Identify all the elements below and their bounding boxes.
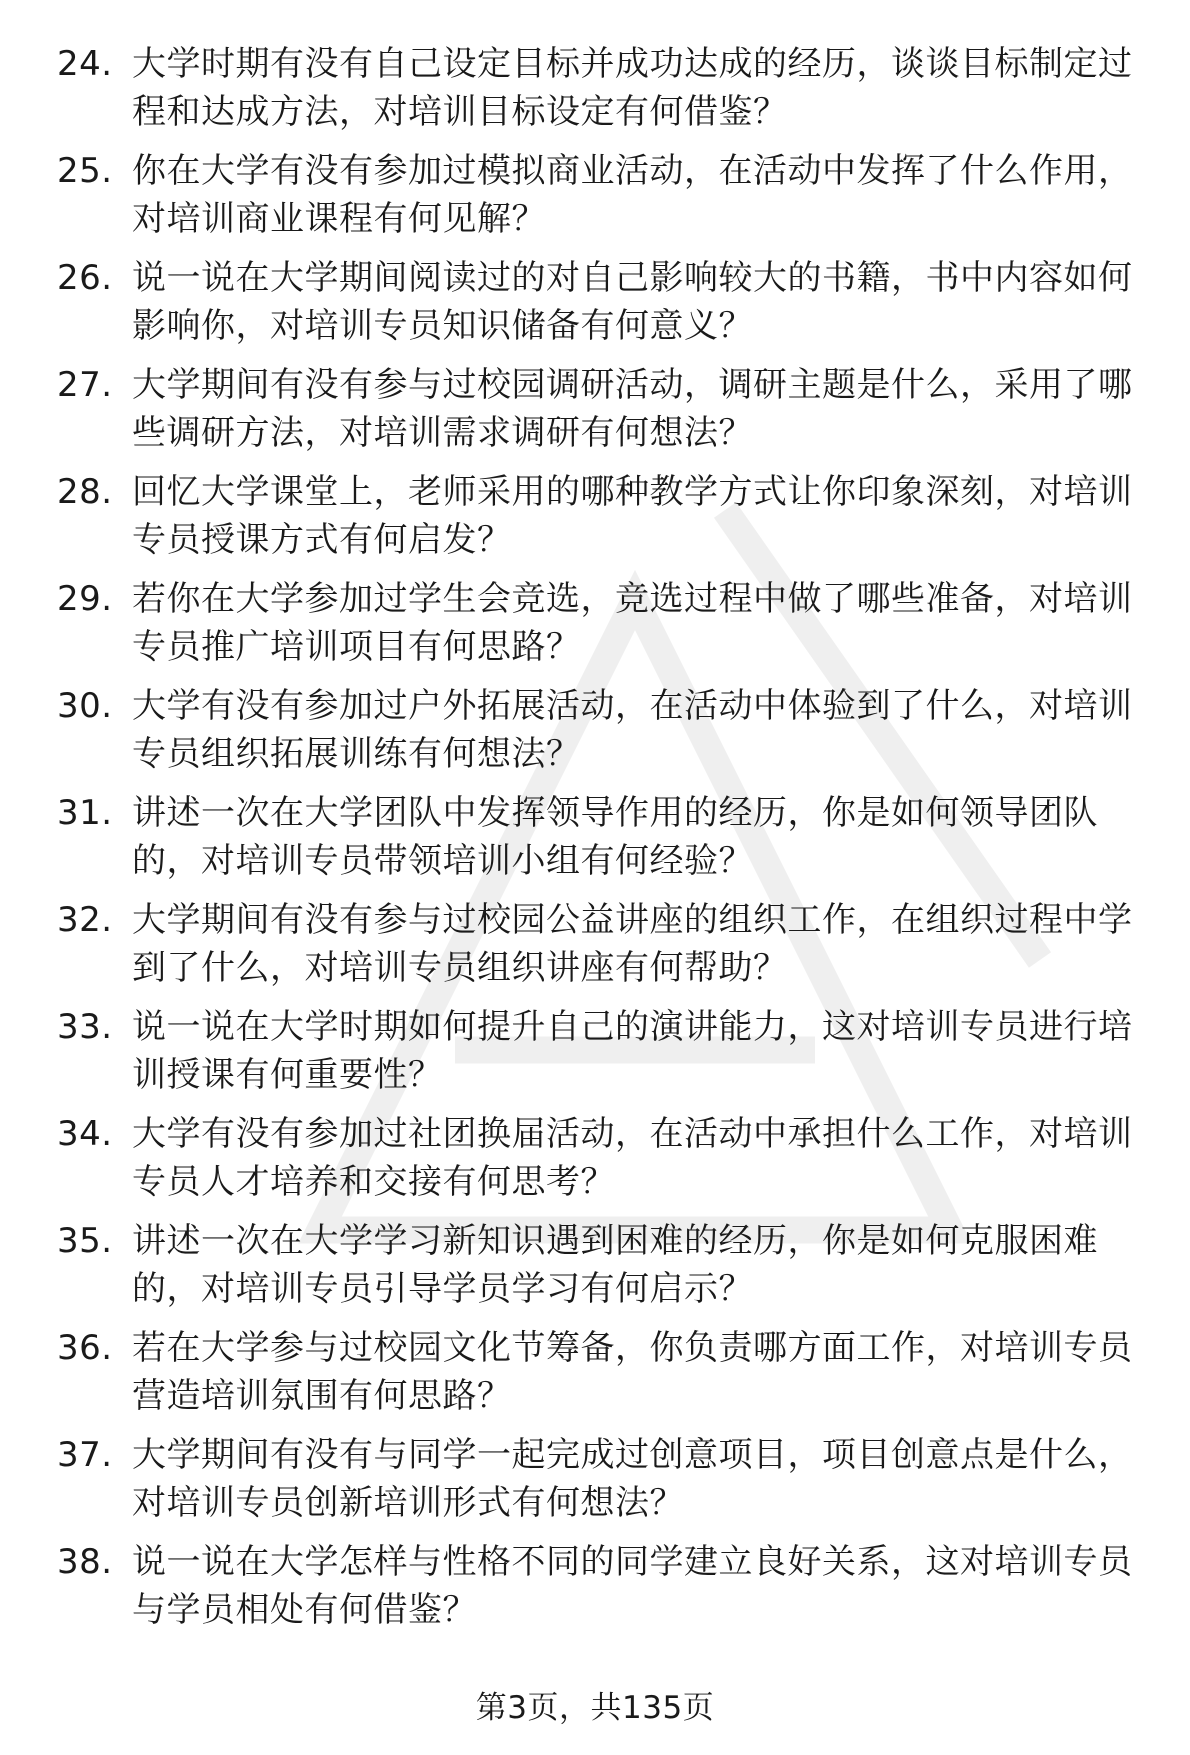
question-number: 29.	[57, 579, 113, 619]
question-text: 大学有没有参加过户外拓展活动，在活动中体验到了什么，对培训专员组织拓展训练有何想法？	[132, 686, 1133, 774]
question-number: 31.	[57, 793, 113, 833]
question-text: 若你在大学参加过学生会竞选，竞选过程中做了哪些准备，对培训专员推广培训项目有何思路？	[132, 579, 1133, 667]
question-item	[0, 1110, 1190, 1217]
question-item	[0, 789, 1190, 896]
question-text: 大学有没有参加过社团换届活动，在活动中承担什么工作，对培训专员人才培养和交接有何思考？	[132, 1114, 1133, 1202]
question-text: 大学时期有没有自己设定目标并成功达成的经历，谈谈目标制定过程和达成方法，对培训目标设定有何借鉴？	[132, 44, 1133, 132]
question-item	[0, 575, 1190, 682]
question-text: 讲述一次在大学学习新知识遇到困难的经历，你是如何克服困难的，对培训专员引导学员学习有何启示？	[132, 1221, 1098, 1309]
question-number: 35.	[57, 1221, 113, 1261]
question-item	[0, 147, 1190, 254]
question-text: 说一说在大学怎样与性格不同的同学建立良好关系，这对培训专员与学员相处有何借鉴？	[132, 1542, 1133, 1630]
question-text: 说一说在大学时期如何提升自己的演讲能力，这对培训专员进行培训授课有何重要性？	[132, 1007, 1133, 1095]
question-number: 37.	[57, 1435, 113, 1475]
question-text: 你在大学有没有参加过模拟商业活动，在活动中发挥了什么作用，对培训商业课程有何见解？	[132, 151, 1133, 239]
question-text: 讲述一次在大学团队中发挥领导作用的经历，你是如何领导团队的，对培训专员带领培训小组有何经验？	[132, 793, 1098, 881]
question-item	[0, 1217, 1190, 1324]
question-item	[0, 1003, 1190, 1110]
question-number: 30.	[57, 686, 113, 726]
question-item	[0, 254, 1190, 361]
question-text: 大学期间有没有与同学一起完成过创意项目，项目创意点是什么，对培训专员创新培训形式有何想法？	[132, 1435, 1133, 1523]
question-number: 36.	[57, 1328, 113, 1368]
question-list	[0, 40, 1190, 1645]
question-item	[0, 468, 1190, 575]
question-text: 回忆大学课堂上，老师采用的哪种教学方式让你印象深刻，对培训专员授课方式有何启发？	[132, 472, 1133, 560]
question-text: 说一说在大学期间阅读过的对自己影响较大的书籍，书中内容如何影响你，对培训专员知识储备有何意义？	[132, 258, 1133, 346]
question-item	[0, 361, 1190, 468]
question-item	[0, 1324, 1190, 1431]
question-text: 若在大学参与过校园文化节筹备，你负责哪方面工作，对培训专员营造培训氛围有何思路？	[132, 1328, 1133, 1416]
question-number: 25.	[57, 151, 113, 191]
question-number: 32.	[57, 900, 113, 940]
question-number: 24.	[57, 44, 113, 84]
question-item	[0, 1538, 1190, 1645]
page-footer: 第3页，共135页	[475, 1690, 715, 1726]
question-number: 28.	[57, 472, 113, 512]
question-number: 34.	[57, 1114, 113, 1154]
question-number: 27.	[57, 365, 113, 405]
question-item	[0, 1431, 1190, 1538]
question-text: 大学期间有没有参与过校园调研活动，调研主题是什么，采用了哪些调研方法，对培训需求调研有何想法？	[132, 365, 1133, 453]
question-item	[0, 40, 1190, 147]
question-text: 大学期间有没有参与过校园公益讲座的组织工作，在组织过程中学到了什么，对培训专员组织讲座有何帮助？	[132, 900, 1133, 988]
question-number: 26.	[57, 258, 113, 298]
question-number: 38.	[57, 1542, 113, 1582]
question-item	[0, 896, 1190, 1003]
question-number: 33.	[57, 1007, 113, 1047]
question-item	[0, 682, 1190, 789]
